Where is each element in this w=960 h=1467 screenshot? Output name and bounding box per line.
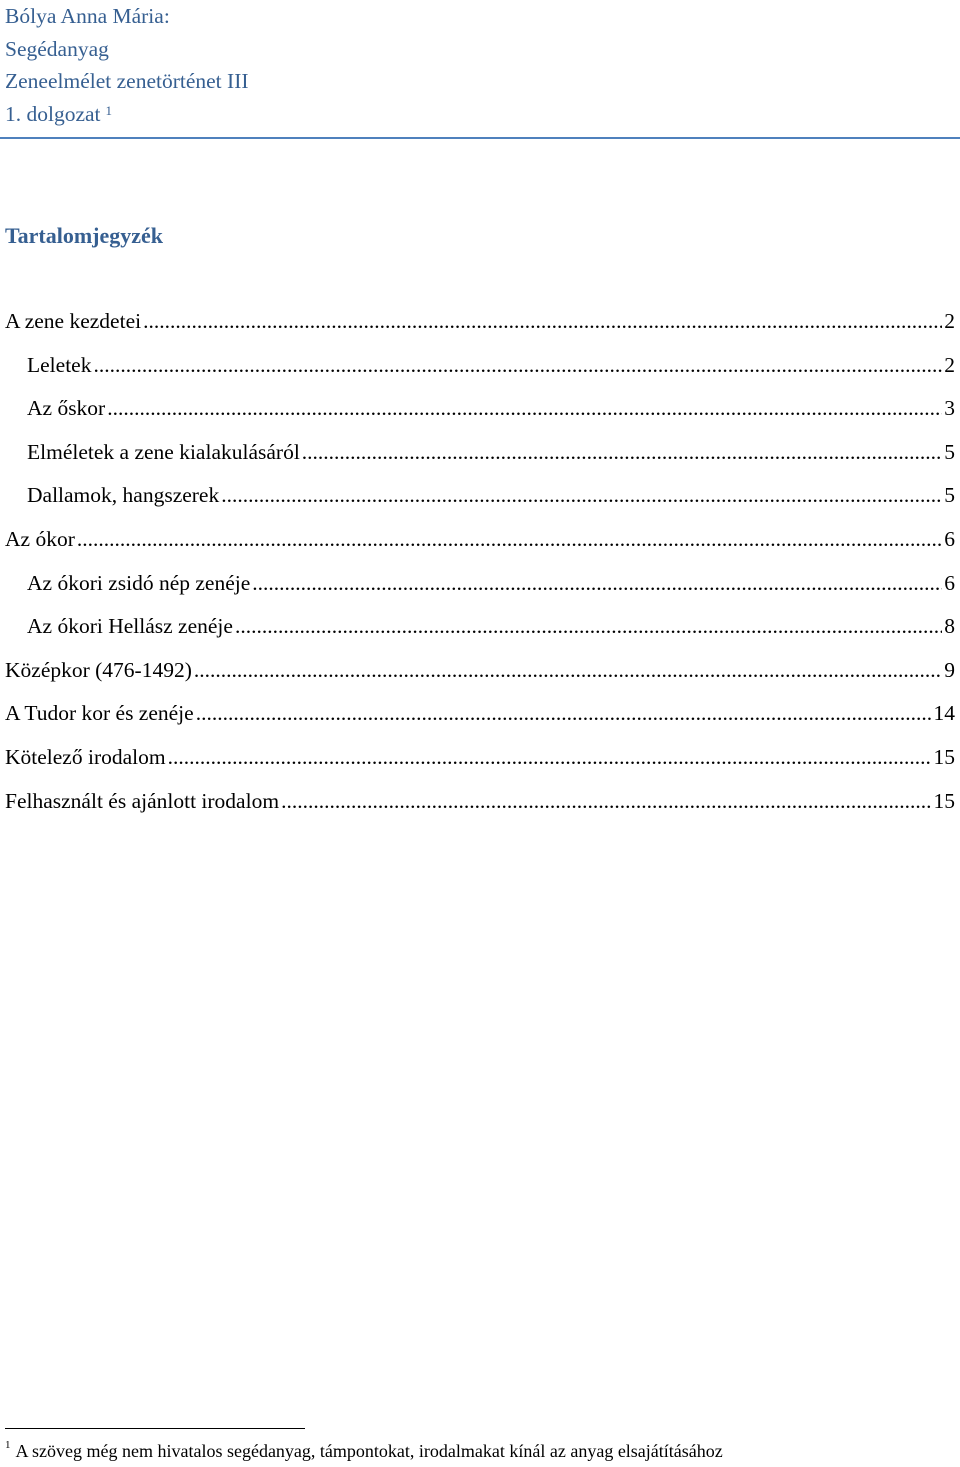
toc-entry-page: 6 — [944, 570, 955, 595]
toc-entry-label: Elméletek a zene kialakulásáról — [27, 439, 300, 464]
toc-entry-page: 15 — [933, 744, 955, 769]
toc-dot-leader — [107, 396, 942, 421]
toc-dot-leader — [194, 658, 942, 683]
toc-entry-leletek[interactable] — [5, 353, 955, 397]
footnote — [5, 1441, 723, 1462]
document-header — [5, 0, 960, 130]
toc-entry-tudor-kor[interactable] — [5, 701, 955, 745]
toc-entry-page: 6 — [944, 526, 955, 551]
toc-entry-label: Középkor (476-1492) — [5, 657, 192, 682]
subject-line: Zeneelmélet zenetörténet III — [5, 69, 249, 93]
toc-entry-page: 5 — [944, 439, 955, 464]
toc-entry-dallamok[interactable] — [5, 483, 955, 527]
toc-entry-elmeletek[interactable] — [5, 440, 955, 484]
assignment-line — [5, 98, 960, 131]
footnote-ref[interactable]: 1 — [105, 102, 113, 118]
toc-entry-label: A zene kezdetei — [5, 309, 142, 333]
toc-entry-kozepkor[interactable] — [5, 658, 955, 702]
toc-entry-page: 9 — [944, 657, 955, 682]
toc-entry-label: Leletek — [27, 352, 92, 377]
toc-entry-label: Az ókor — [5, 526, 75, 551]
toc-dot-leader — [77, 527, 942, 552]
table-of-contents — [5, 309, 955, 832]
toc-entry-page: 2 — [944, 352, 955, 377]
toc-entry-az-okor[interactable] — [5, 527, 955, 571]
toc-entry-az-oskor[interactable] — [5, 396, 955, 440]
toc-dot-leader — [168, 745, 932, 770]
toc-dot-leader — [235, 614, 942, 639]
toc-entry-page: 5 — [944, 483, 955, 508]
toc-entry-kotelezo-irodalom[interactable] — [5, 745, 955, 789]
toc-entry-label: Kötelező irodalom — [5, 744, 166, 769]
doc-type-line: Segédanyag — [5, 36, 109, 61]
toc-dot-leader — [281, 789, 931, 814]
toc-entry-felhasznalt-irodalom[interactable] — [5, 789, 955, 833]
toc-entry-page: 14 — [933, 701, 955, 726]
toc-dot-leader — [143, 309, 942, 334]
toc-dot-leader — [221, 483, 942, 508]
assignment-text: 1. dolgozat — [5, 101, 101, 126]
author-line: Bólya Anna Mária: — [5, 4, 170, 28]
toc-entry-hellasz[interactable] — [5, 614, 955, 658]
toc-dot-leader — [196, 701, 932, 726]
footnote-text: A szöveg még nem hivatalos segédanyag, támpontokat, irodalmakat kínál az anyag elsajátításához — [15, 1441, 723, 1461]
header-divider — [0, 137, 960, 139]
toc-entry-page: 8 — [944, 614, 955, 639]
toc-dot-leader — [252, 571, 942, 596]
toc-dot-leader — [93, 353, 942, 378]
toc-entry-a-zene-kezdetei[interactable] — [5, 309, 955, 353]
toc-entry-label: Az őskor — [27, 396, 106, 421]
toc-entry-label: Felhasznált és ajánlott irodalom — [5, 788, 280, 813]
toc-entry-page: 15 — [933, 788, 955, 813]
toc-entry-zsido-nep[interactable] — [5, 571, 955, 615]
toc-entry-label: Az ókori Hellász zenéje — [27, 614, 233, 639]
toc-entry-label: Az ókori zsidó nép zenéje — [27, 570, 251, 595]
toc-title: Tartalomjegyzék — [5, 223, 164, 248]
toc-dot-leader — [302, 440, 942, 465]
toc-entry-label: Dallamok, hangszerek — [27, 483, 220, 508]
toc-entry-page: 3 — [944, 396, 955, 421]
footnote-separator — [5, 1428, 305, 1429]
toc-entry-label: A Tudor kor és zenéje — [5, 701, 194, 726]
toc-entry-page: 2 — [944, 309, 955, 333]
footnote-number: 1 — [5, 1439, 11, 1451]
